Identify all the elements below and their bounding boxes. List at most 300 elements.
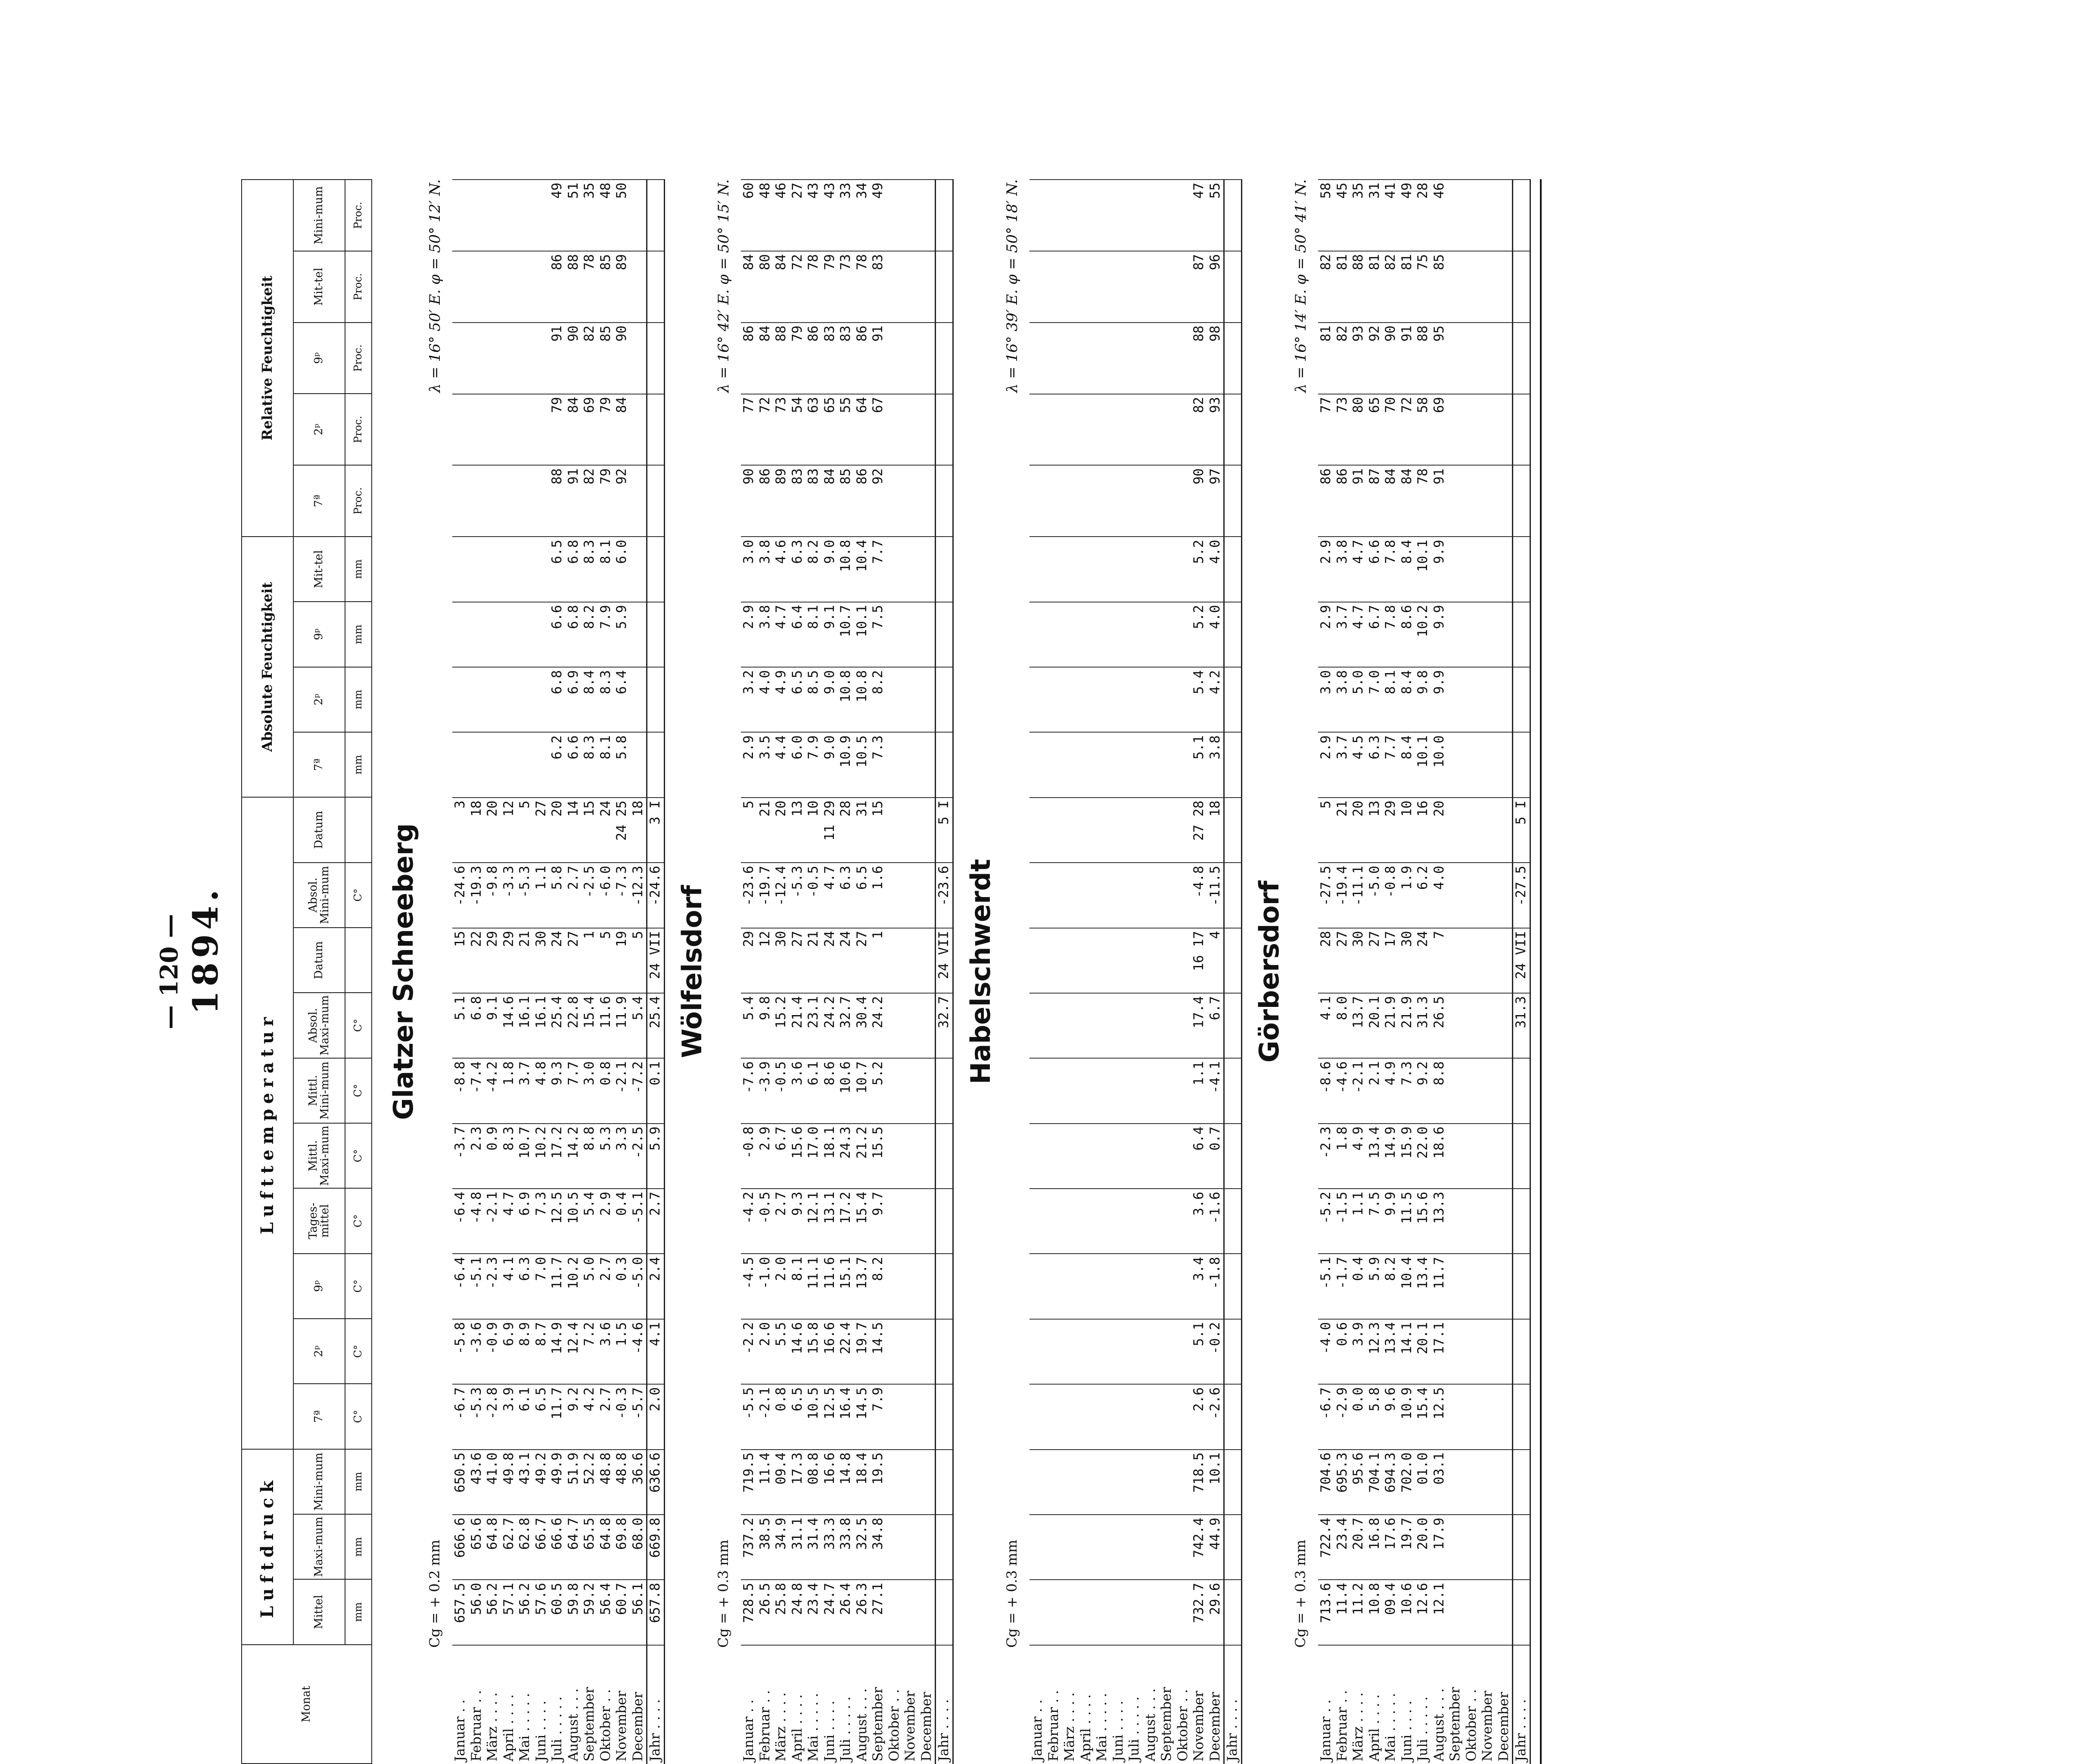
table-cell xyxy=(1447,1124,1464,1189)
table-cell xyxy=(919,537,936,602)
table-cell: 20.0 xyxy=(1415,1515,1431,1580)
table-cell: 70 xyxy=(1383,394,1399,466)
table-cell: 6.6 xyxy=(549,602,566,667)
table-cell xyxy=(1224,465,1242,537)
table-cell: 49.8 xyxy=(501,1450,517,1515)
table-cell: 10.2 xyxy=(566,1254,582,1319)
table-cell: 1.5 xyxy=(614,1319,630,1384)
table-cell xyxy=(1159,667,1175,732)
table-cell: 69 xyxy=(582,394,598,466)
header-col: 9ᵖ xyxy=(293,323,345,394)
month-label: Mai . . . . . xyxy=(805,1645,822,1764)
table-cell xyxy=(1159,602,1175,667)
table-cell: 24 VII xyxy=(936,928,953,993)
table-cell: 59.8 xyxy=(566,1580,582,1645)
table-cell xyxy=(1126,602,1143,667)
table-cell: 13.4 xyxy=(1367,1124,1383,1189)
table-cell xyxy=(1046,1254,1062,1319)
table-row xyxy=(1496,180,1513,1764)
table-cell: 12.3 xyxy=(1367,1319,1383,1384)
table-cell: 73 xyxy=(773,394,790,466)
header-group-absolute-feuchtigkeit: Absolute Feuchtigkeit xyxy=(242,537,293,797)
table-row xyxy=(549,180,566,1764)
table-cell xyxy=(1159,1058,1175,1123)
table-cell xyxy=(902,1580,919,1645)
table-cell: 3.6 xyxy=(598,1319,614,1384)
table-cell xyxy=(902,394,919,466)
table-cell: 2.3 xyxy=(469,1124,485,1189)
table-cell xyxy=(1062,732,1078,797)
table-cell xyxy=(1513,1580,1530,1645)
table-cell xyxy=(936,251,953,323)
table-cell xyxy=(1126,180,1143,251)
table-cell: 10.4 xyxy=(854,537,871,602)
table-cell xyxy=(919,667,936,732)
table-cell: 2.7 xyxy=(598,1384,614,1449)
table-cell: -24.6 xyxy=(647,863,665,928)
month-label: September xyxy=(870,1645,886,1764)
table-cell: 86 xyxy=(1334,465,1351,537)
table-cell xyxy=(1029,180,1046,251)
table-cell xyxy=(1078,1124,1095,1189)
table-cell: 5.9 xyxy=(647,1124,665,1189)
table-cell xyxy=(630,667,647,732)
table-cell: 3.7 xyxy=(1334,602,1351,667)
table-cell: 36.6 xyxy=(630,1450,647,1515)
header-col: 2ᵖ xyxy=(293,667,345,732)
table-cell: 91 xyxy=(1399,323,1415,394)
table-cell xyxy=(1224,323,1242,394)
station-table xyxy=(1318,179,1531,1764)
table-cell: -6.4 xyxy=(452,1189,469,1254)
table-cell xyxy=(1094,180,1110,251)
table-cell: 3.0 xyxy=(1318,667,1334,732)
table-cell xyxy=(919,323,936,394)
table-cell xyxy=(919,1124,936,1189)
header-unit xyxy=(345,797,372,862)
table-cell xyxy=(1062,394,1078,466)
table-cell xyxy=(919,180,936,251)
table-cell: 27 xyxy=(854,928,871,993)
table-cell: 51 xyxy=(566,180,582,251)
table-cell: -1.0 xyxy=(757,1254,774,1319)
table-cell: 24 xyxy=(549,928,566,993)
table-cell xyxy=(1480,1450,1496,1515)
table-cell: 49.2 xyxy=(533,1450,550,1515)
table-cell: 3.8 xyxy=(757,602,774,667)
table-cell xyxy=(469,394,485,466)
station-coordinates: λ = 16° 14′ E. φ = 50° 41′ N. xyxy=(1292,179,1309,393)
table-cell xyxy=(1496,732,1513,797)
table-cell: 15.4 xyxy=(582,993,598,1058)
table-cell: 89 xyxy=(614,251,630,323)
table-cell: -1.7 xyxy=(1334,1254,1351,1319)
table-cell: 5.8 xyxy=(549,863,566,928)
table-cell: 3.8 xyxy=(1334,667,1351,732)
table-cell: 57.1 xyxy=(501,1580,517,1645)
table-cell: 17.2 xyxy=(838,1189,854,1254)
table-cell: 17.1 xyxy=(1431,1319,1448,1384)
table-cell: 9.6 xyxy=(1383,1384,1399,1449)
table-cell xyxy=(1078,602,1095,667)
table-cell: 15.6 xyxy=(790,1124,806,1189)
table-cell xyxy=(919,1189,936,1254)
table-cell: 2.9 xyxy=(1318,602,1334,667)
table-cell xyxy=(1078,394,1095,466)
table-cell: 45 xyxy=(1334,180,1351,251)
table-cell xyxy=(936,667,953,732)
station-gravity-correction: Cg = + 0.3 mm xyxy=(1292,1540,1309,1648)
table-cell: 20.1 xyxy=(1415,1319,1431,1384)
table-cell xyxy=(1496,798,1513,863)
table-cell xyxy=(902,180,919,251)
table-cell: 13.7 xyxy=(1350,993,1367,1058)
table-cell: 10.2 xyxy=(533,1124,550,1189)
table-cell: 43.1 xyxy=(517,1450,533,1515)
table-cell xyxy=(1094,993,1110,1058)
table-cell: 60.7 xyxy=(614,1580,630,1645)
table-cell: 6.3 xyxy=(838,863,854,928)
month-label: April . . . . xyxy=(501,1645,517,1764)
table-cell xyxy=(1447,1580,1464,1645)
table-cell: -0.8 xyxy=(1383,863,1399,928)
table-cell: 27 xyxy=(566,928,582,993)
table-cell xyxy=(1464,1384,1480,1449)
table-cell xyxy=(469,465,485,537)
table-cell: 24.7 xyxy=(822,1580,838,1645)
table-cell: 8.3 xyxy=(582,537,598,602)
table-cell xyxy=(1126,1580,1143,1645)
table-cell: 6.1 xyxy=(805,1058,822,1123)
table-cell: 9.8 xyxy=(757,993,774,1058)
table-cell: 4.5 xyxy=(1350,732,1367,797)
table-cell: 46 xyxy=(1431,180,1448,251)
table-cell: 5 xyxy=(598,928,614,993)
table-cell: 86 xyxy=(854,465,871,537)
table-cell xyxy=(1496,993,1513,1058)
table-cell xyxy=(1496,394,1513,466)
table-cell xyxy=(1143,667,1159,732)
table-cell: 68.0 xyxy=(630,1515,647,1580)
table-cell xyxy=(1464,732,1480,797)
table-cell xyxy=(886,798,903,863)
table-cell xyxy=(1143,1515,1159,1580)
table-cell: 695.3 xyxy=(1334,1450,1351,1515)
header-group-luftdruck: Luftdruck xyxy=(242,1449,293,1645)
table-cell xyxy=(1029,1515,1046,1580)
table-cell: 18 xyxy=(469,798,485,863)
table-cell: 29 xyxy=(741,928,757,993)
table-cell: 4 xyxy=(1207,928,1224,993)
table-cell: 7.5 xyxy=(870,602,886,667)
table-cell: 77 xyxy=(1318,394,1334,466)
table-cell xyxy=(485,537,501,602)
table-cell: 8.1 xyxy=(805,602,822,667)
table-row xyxy=(822,180,838,1764)
table-cell xyxy=(517,465,533,537)
table-cell: 5.4 xyxy=(741,993,757,1058)
table-cell xyxy=(1094,863,1110,928)
table-cell: 12 xyxy=(501,798,517,863)
table-cell: 12.1 xyxy=(1431,1580,1448,1645)
table-cell xyxy=(1143,537,1159,602)
table-cell: 15.4 xyxy=(854,1189,871,1254)
table-row xyxy=(1318,180,1334,1764)
table-cell: 15 xyxy=(870,798,886,863)
table-cell xyxy=(1159,993,1175,1058)
table-cell: 30 xyxy=(1350,928,1367,993)
header-unit: mm xyxy=(345,537,372,602)
table-cell: 43.6 xyxy=(469,1450,485,1515)
table-cell: -4.6 xyxy=(1334,1058,1351,1123)
table-cell xyxy=(902,1058,919,1123)
table-cell xyxy=(1078,537,1095,602)
table-cell: 18.1 xyxy=(822,1124,838,1189)
table-cell xyxy=(1029,993,1046,1058)
table-cell: 3.8 xyxy=(757,537,774,602)
table-cell: 9.2 xyxy=(1415,1058,1431,1123)
table-cell xyxy=(1126,1515,1143,1580)
table-cell: 10 xyxy=(805,798,822,863)
station-section xyxy=(676,179,956,1764)
table-cell: 718.5 xyxy=(1191,1450,1207,1515)
table-row xyxy=(870,180,886,1764)
table-cell: 7.2 xyxy=(582,1319,598,1384)
table-cell: -8.8 xyxy=(452,1058,469,1123)
table-cell xyxy=(1046,465,1062,537)
table-cell: 2.4 xyxy=(647,1254,665,1319)
table-cell xyxy=(452,732,469,797)
table-cell: 7.3 xyxy=(533,1189,550,1254)
table-cell xyxy=(1143,465,1159,537)
table-cell xyxy=(517,667,533,732)
table-cell: 9.2 xyxy=(566,1384,582,1449)
table-cell xyxy=(1126,1254,1143,1319)
table-cell xyxy=(501,323,517,394)
table-cell xyxy=(1062,323,1078,394)
table-cell: 24 25 xyxy=(614,798,630,863)
table-cell: 9.3 xyxy=(790,1189,806,1254)
table-cell xyxy=(919,732,936,797)
table-cell xyxy=(886,1384,903,1449)
table-cell: -1.5 xyxy=(1334,1189,1351,1254)
table-cell xyxy=(1046,1515,1062,1580)
table-cell: -3.9 xyxy=(757,1058,774,1123)
table-cell xyxy=(1094,1515,1110,1580)
table-cell: 91 xyxy=(870,323,886,394)
table-cell xyxy=(1126,1319,1143,1384)
table-cell: 8.1 xyxy=(1383,667,1399,732)
table-cell xyxy=(1480,732,1496,797)
table-cell xyxy=(1078,1058,1095,1123)
table-cell xyxy=(886,928,903,993)
table-cell xyxy=(1126,667,1143,732)
table-cell: 13 xyxy=(1367,798,1383,863)
table-cell xyxy=(936,1254,953,1319)
table-cell: 6.3 xyxy=(517,1254,533,1319)
table-cell xyxy=(1447,323,1464,394)
table-cell: 65.5 xyxy=(582,1515,598,1580)
table-cell xyxy=(902,1189,919,1254)
table-cell xyxy=(886,1189,903,1254)
table-cell: 8.1 xyxy=(790,1254,806,1319)
table-cell xyxy=(1126,537,1143,602)
table-cell: -19.7 xyxy=(757,863,774,928)
table-cell xyxy=(1126,863,1143,928)
table-cell xyxy=(1046,394,1062,466)
table-cell: 10.7 xyxy=(854,1058,871,1123)
table-cell: 719.5 xyxy=(741,1450,757,1515)
table-cell: 86 xyxy=(741,323,757,394)
table-cell xyxy=(1062,667,1078,732)
rotated-page xyxy=(155,179,1904,1764)
column-header-table xyxy=(241,179,372,1764)
month-label: Februar . . xyxy=(1334,1645,1351,1764)
table-cell: 32.7 xyxy=(838,993,854,1058)
table-row xyxy=(805,180,822,1764)
header-unit: mm xyxy=(345,1514,372,1579)
table-cell: 13.3 xyxy=(1431,1189,1448,1254)
table-cell xyxy=(1513,465,1530,537)
table-row xyxy=(630,180,647,1764)
table-cell xyxy=(1513,732,1530,797)
table-cell: 704.1 xyxy=(1367,1450,1383,1515)
table-cell xyxy=(1480,1384,1496,1449)
table-cell xyxy=(517,251,533,323)
table-cell xyxy=(1175,394,1191,466)
table-cell xyxy=(1175,180,1191,251)
table-cell: 10.8 xyxy=(1367,1580,1383,1645)
table-cell: 48.8 xyxy=(598,1450,614,1515)
table-cell xyxy=(1159,323,1175,394)
table-cell xyxy=(1029,251,1046,323)
table-cell xyxy=(1464,1058,1480,1123)
table-cell xyxy=(1224,667,1242,732)
table-cell: 86 xyxy=(757,465,774,537)
table-cell: 91 xyxy=(1350,465,1367,537)
table-cell xyxy=(452,667,469,732)
table-cell: 82 xyxy=(582,323,598,394)
table-cell: 6.9 xyxy=(501,1319,517,1384)
table-cell: 43 xyxy=(805,180,822,251)
table-cell xyxy=(647,732,665,797)
table-cell: 15.4 xyxy=(1415,1384,1431,1449)
table-cell xyxy=(1480,537,1496,602)
table-cell xyxy=(1062,1124,1078,1189)
table-cell xyxy=(1224,1254,1242,1319)
table-cell xyxy=(902,465,919,537)
table-cell: -27.5 xyxy=(1513,863,1530,928)
table-cell xyxy=(1513,180,1530,251)
table-cell: 32.7 xyxy=(936,993,953,1058)
month-label: März . . . . xyxy=(773,1645,790,1764)
table-cell xyxy=(1464,1319,1480,1384)
table-cell: 16 17 xyxy=(1191,928,1207,993)
table-cell xyxy=(902,323,919,394)
table-cell: 10.6 xyxy=(1399,1580,1415,1645)
table-cell xyxy=(1159,1124,1175,1189)
table-cell xyxy=(1110,1124,1127,1189)
table-cell xyxy=(1480,602,1496,667)
station-coordinates: λ = 16° 39′ E. φ = 50° 18′ N. xyxy=(1004,179,1021,393)
table-cell: 4.0 xyxy=(1207,602,1224,667)
table-cell: -2.6 xyxy=(1207,1384,1224,1449)
table-cell xyxy=(1496,1319,1513,1384)
month-label: März . . . . xyxy=(485,1645,501,1764)
table-cell xyxy=(886,732,903,797)
table-cell: 10.5 xyxy=(854,732,871,797)
table-cell xyxy=(1078,667,1095,732)
table-cell: 80 xyxy=(757,251,774,323)
table-cell: 14.6 xyxy=(501,993,517,1058)
table-cell: 23.1 xyxy=(805,993,822,1058)
table-cell: 16.6 xyxy=(822,1450,838,1515)
table-cell xyxy=(1159,863,1175,928)
table-cell: 84 xyxy=(757,323,774,394)
table-cell xyxy=(1078,798,1095,863)
table-row xyxy=(773,180,790,1764)
table-cell xyxy=(1126,732,1143,797)
table-cell: 3.0 xyxy=(582,1058,598,1123)
table-cell: 0.0 xyxy=(1350,1384,1367,1449)
table-cell xyxy=(1046,1189,1062,1254)
table-cell xyxy=(1159,1189,1175,1254)
table-cell: 18 xyxy=(1207,798,1224,863)
station-coordinates: λ = 16° 50′ E. φ = 50° 12′ N. xyxy=(426,179,444,393)
table-cell xyxy=(1175,1580,1191,1645)
table-cell xyxy=(1046,1450,1062,1515)
table-cell: 10.0 xyxy=(1431,732,1448,797)
table-cell: 4.2 xyxy=(1207,667,1224,732)
table-cell: 31.3 xyxy=(1415,993,1431,1058)
table-cell xyxy=(1143,1319,1159,1384)
table-cell xyxy=(485,394,501,466)
table-cell xyxy=(1447,465,1464,537)
table-cell: 24 xyxy=(598,798,614,863)
table-cell: 1.9 xyxy=(1399,863,1415,928)
table-cell: 85 xyxy=(838,465,854,537)
table-cell xyxy=(1513,394,1530,466)
month-label: September xyxy=(1159,1645,1175,1764)
table-cell: 5.4 xyxy=(582,1189,598,1254)
table-cell: 27 xyxy=(533,798,550,863)
table-cell: 84 xyxy=(822,465,838,537)
table-cell xyxy=(630,537,647,602)
table-cell: 0.3 xyxy=(614,1254,630,1319)
table-cell: -5.3 xyxy=(790,863,806,928)
table-cell: 82 xyxy=(582,465,598,537)
table-cell xyxy=(1143,1058,1159,1123)
table-cell: -7.3 xyxy=(614,863,630,928)
table-cell: 1 xyxy=(582,928,598,993)
table-cell: 0.7 xyxy=(1207,1124,1224,1189)
table-cell: 7.9 xyxy=(598,602,614,667)
table-cell xyxy=(647,602,665,667)
month-label: Jahr . . . . xyxy=(647,1645,665,1764)
table-cell xyxy=(1224,863,1242,928)
table-row xyxy=(838,180,854,1764)
table-cell: 657.8 xyxy=(647,1580,665,1645)
table-cell: 27 xyxy=(790,928,806,993)
header-col: Datum xyxy=(293,797,345,862)
table-cell xyxy=(533,537,550,602)
month-label: December xyxy=(919,1645,936,1764)
table-cell: 8.4 xyxy=(1399,537,1415,602)
table-cell: -1.6 xyxy=(1207,1189,1224,1254)
table-cell xyxy=(1447,1189,1464,1254)
table-cell: 5 I xyxy=(1513,798,1530,863)
table-cell: 704.6 xyxy=(1318,1450,1334,1515)
